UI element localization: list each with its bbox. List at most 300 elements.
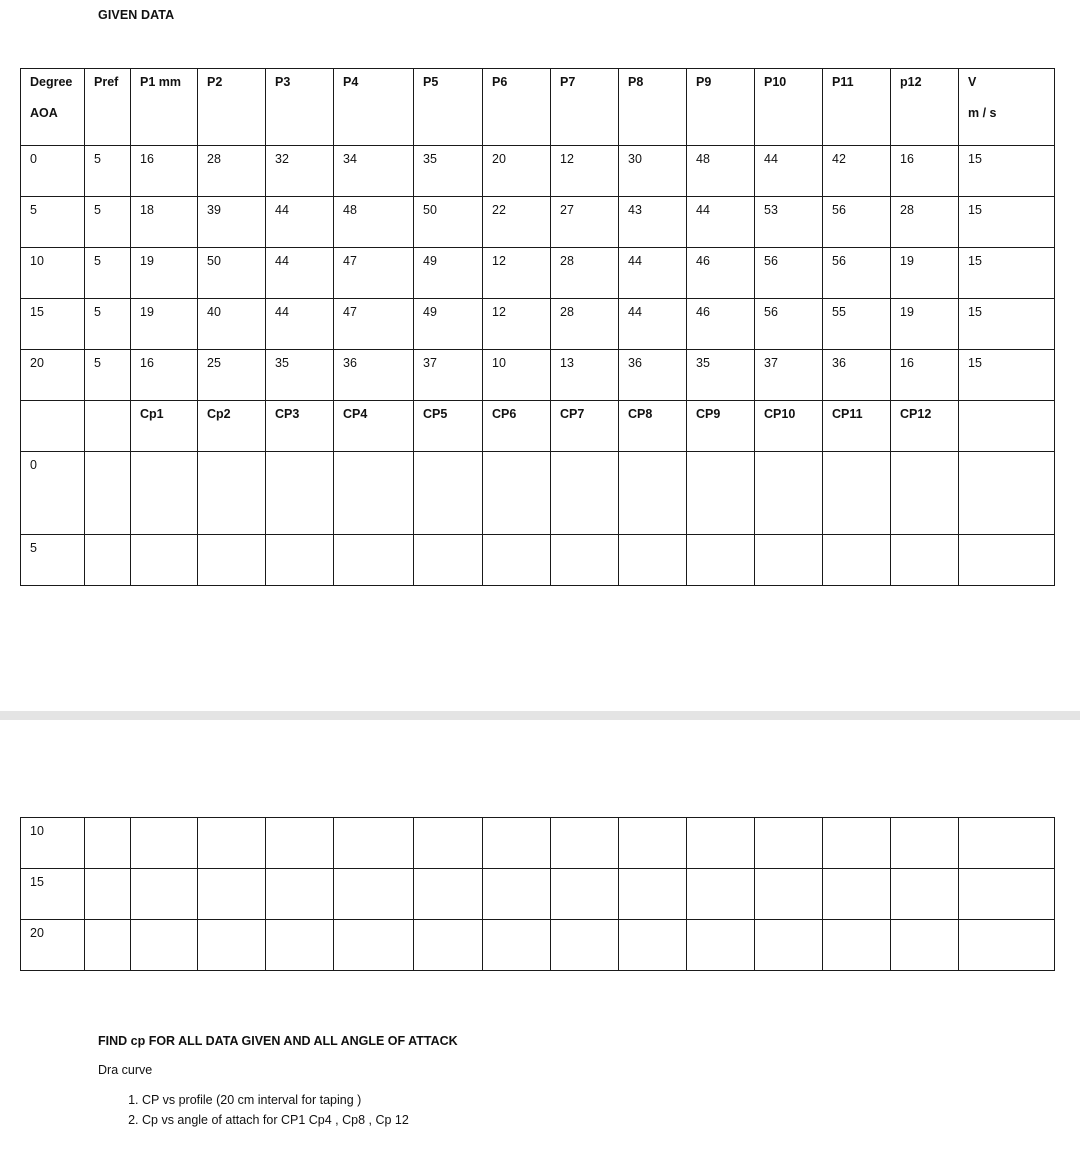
cp-column-header-text: CP12 xyxy=(900,407,932,421)
cp-empty-cell-text xyxy=(94,452,130,458)
cp-column-header-text: CP11 xyxy=(832,407,863,421)
table-cell-text: 55 xyxy=(832,305,846,319)
table-cell-text: 32 xyxy=(275,152,289,166)
cp-row-angle-text: 15 xyxy=(30,875,44,889)
table-cell xyxy=(687,350,755,401)
cp-empty-cell-text xyxy=(832,920,890,926)
cp-empty-cell-text xyxy=(275,920,333,926)
table-cell-text: 5 xyxy=(94,203,101,217)
cp-empty-cell-text xyxy=(343,818,413,824)
table-cell-text: 44 xyxy=(275,203,289,217)
cp-row xyxy=(21,452,1055,535)
cp-empty-cell xyxy=(619,535,687,586)
cp-empty-cell-text xyxy=(968,452,1054,458)
table-cell-text: 15 xyxy=(30,305,44,319)
cp-empty-cell-text xyxy=(764,535,822,541)
table-cell xyxy=(85,146,131,197)
column-header-text: P1 mm xyxy=(140,75,181,89)
table-cell xyxy=(891,248,959,299)
cp-row-angle xyxy=(21,818,85,869)
table-cell-text: 44 xyxy=(764,152,778,166)
table-cell xyxy=(483,248,551,299)
instructions-list xyxy=(98,1090,458,1130)
table-cell xyxy=(823,146,891,197)
table-cell-text: 35 xyxy=(423,152,437,166)
instructions-block xyxy=(98,1034,458,1130)
table-cell-text: 49 xyxy=(423,254,437,268)
table-cell-text: 49 xyxy=(423,305,437,319)
data-row xyxy=(21,299,1055,350)
cp-empty-cell-text xyxy=(423,818,482,824)
cp-column-header xyxy=(85,401,131,452)
column-header xyxy=(755,69,823,146)
cp-empty-cell xyxy=(551,920,619,971)
table-cell-text: 44 xyxy=(628,305,642,319)
cp-empty-cell-text xyxy=(900,452,958,458)
table-cell-text: 44 xyxy=(275,305,289,319)
column-header xyxy=(414,69,483,146)
column-header-text: P5 xyxy=(423,75,439,89)
table-cell xyxy=(483,350,551,401)
cp-empty-cell-text xyxy=(207,920,265,926)
cp-row-angle-text: 10 xyxy=(30,824,44,838)
cp-empty-cell xyxy=(85,535,131,586)
cp-empty-cell-text xyxy=(492,920,550,926)
cp-column-header-text xyxy=(94,401,130,407)
cp-empty-cell-text xyxy=(696,869,754,875)
table-cell-text: 13 xyxy=(560,356,574,370)
table-cell xyxy=(334,299,414,350)
table-cell xyxy=(959,146,1055,197)
cp-row-angle-text: 0 xyxy=(30,458,37,472)
column-subheader-aoa: AOA xyxy=(30,106,58,120)
cp-empty-cell xyxy=(131,452,198,535)
cp-empty-cell xyxy=(85,869,131,920)
column-header-text: P4 xyxy=(343,75,359,89)
cp-empty-cell-text xyxy=(628,818,686,824)
cp-empty-cell-text xyxy=(275,818,333,824)
cp-empty-cell xyxy=(198,452,266,535)
cp-empty-cell xyxy=(414,920,483,971)
cp-empty-cell xyxy=(891,452,959,535)
cp-empty-cell-text xyxy=(696,535,754,541)
table-cell-text: 12 xyxy=(492,305,506,319)
table-cell xyxy=(891,197,959,248)
cp-empty-cell xyxy=(483,869,551,920)
cp-empty-cell-text xyxy=(560,452,618,458)
column-header xyxy=(687,69,755,146)
cp-empty-cell-text xyxy=(900,535,958,541)
table-cell-text: 15 xyxy=(968,356,982,370)
cp-empty-cell xyxy=(334,535,414,586)
table-cell-text: 56 xyxy=(764,305,778,319)
cp-empty-cell-text xyxy=(900,920,958,926)
cp-empty-cell xyxy=(483,818,551,869)
cp-empty-cell-text xyxy=(560,869,618,875)
cp-empty-cell xyxy=(755,869,823,920)
cp-empty-cell-text xyxy=(94,869,130,875)
cp-empty-cell xyxy=(85,920,131,971)
table-cell xyxy=(551,299,619,350)
cp-empty-cell-text xyxy=(968,920,1054,926)
table-cell xyxy=(959,248,1055,299)
table-cell xyxy=(959,350,1055,401)
cp-empty-cell xyxy=(266,869,334,920)
column-header-text: P11 xyxy=(832,75,854,89)
table-cell-text: 28 xyxy=(207,152,221,166)
data-row xyxy=(21,350,1055,401)
table-cell-text: 46 xyxy=(696,254,710,268)
cp-empty-cell-text xyxy=(968,869,1054,875)
cp-column-header xyxy=(414,401,483,452)
table-cell-text: 19 xyxy=(140,254,154,268)
page-heading: GIVEN DATA xyxy=(98,8,175,22)
cp-column-header-text: CP9 xyxy=(696,407,721,421)
cp-empty-cell xyxy=(891,920,959,971)
cp-empty-cell-text xyxy=(140,920,197,926)
table-cell xyxy=(483,146,551,197)
column-header xyxy=(551,69,619,146)
table-cell xyxy=(266,350,334,401)
table-cell-text: 18 xyxy=(140,203,154,217)
cp-empty-cell-text xyxy=(140,452,197,458)
cp-empty-cell-text xyxy=(764,452,822,458)
column-header xyxy=(334,69,414,146)
table-cell-text: 15 xyxy=(968,203,982,217)
instructions-subtitle: Dra curve xyxy=(98,1063,153,1077)
cp-empty-cell-text xyxy=(832,818,890,824)
cp-empty-cell xyxy=(687,452,755,535)
cp-empty-cell xyxy=(823,818,891,869)
cp-empty-cell xyxy=(755,920,823,971)
cp-empty-cell-text xyxy=(560,818,618,824)
cp-empty-cell-text xyxy=(207,869,265,875)
table-cell xyxy=(619,350,687,401)
table-cell-text: 56 xyxy=(832,203,846,217)
cp-empty-cell xyxy=(687,818,755,869)
table-cell xyxy=(21,299,85,350)
cp-empty-cell-text xyxy=(423,869,482,875)
cp-empty-cell-text xyxy=(764,920,822,926)
cp-empty-cell xyxy=(755,535,823,586)
cp-empty-cell-text xyxy=(94,818,130,824)
table-cell xyxy=(198,146,266,197)
table-cell xyxy=(414,197,483,248)
cp-empty-cell-text xyxy=(94,535,130,541)
cp-empty-cell xyxy=(334,920,414,971)
cp-empty-cell-text xyxy=(275,452,333,458)
cp-empty-cell xyxy=(891,535,959,586)
cp-row-angle-text: 20 xyxy=(30,926,44,940)
table-cell-text: 44 xyxy=(275,254,289,268)
cp-row xyxy=(21,869,1055,920)
table-cell-text: 16 xyxy=(900,356,914,370)
cp-empty-cell-text xyxy=(560,535,618,541)
table-cell xyxy=(687,197,755,248)
table-cell xyxy=(483,299,551,350)
table-cell-text: 40 xyxy=(207,305,221,319)
cp-empty-cell-text xyxy=(343,452,413,458)
table-cell-text: 36 xyxy=(628,356,642,370)
cp-column-header xyxy=(551,401,619,452)
table-cell xyxy=(687,146,755,197)
data-row xyxy=(21,248,1055,299)
cp-empty-cell-text xyxy=(492,535,550,541)
cp-row xyxy=(21,535,1055,586)
table-cell-text: 44 xyxy=(696,203,710,217)
table-cell-text: 12 xyxy=(492,254,506,268)
cp-empty-cell xyxy=(266,920,334,971)
cp-empty-cell xyxy=(755,818,823,869)
column-header xyxy=(266,69,334,146)
cp-empty-cell xyxy=(131,535,198,586)
table-cell xyxy=(551,350,619,401)
table-header-row xyxy=(21,69,1055,146)
cp-empty-cell-text xyxy=(275,535,333,541)
column-header-text: P8 xyxy=(628,75,644,89)
cp-empty-cell xyxy=(131,818,198,869)
cp-empty-cell-text xyxy=(628,535,686,541)
cp-empty-cell xyxy=(619,818,687,869)
table-cell-text: 15 xyxy=(968,305,982,319)
cp-column-header-text: Cp2 xyxy=(207,407,231,421)
table-cell xyxy=(619,299,687,350)
data-row xyxy=(21,146,1055,197)
table-cell-text: 5 xyxy=(94,305,101,319)
table-cell xyxy=(619,197,687,248)
cp-empty-cell-text xyxy=(423,920,482,926)
table-cell-text: 35 xyxy=(696,356,710,370)
cp-empty-cell xyxy=(266,535,334,586)
table-cell xyxy=(755,146,823,197)
column-header-text: P10 xyxy=(764,75,787,89)
cp-empty-cell-text xyxy=(492,818,550,824)
table-cell xyxy=(755,299,823,350)
table-cell xyxy=(85,248,131,299)
column-header-text: Degree xyxy=(30,75,73,89)
table-cell-text: 35 xyxy=(275,356,289,370)
cp-empty-cell xyxy=(687,920,755,971)
cp-empty-cell xyxy=(551,818,619,869)
cp-empty-cell-text xyxy=(207,535,265,541)
cp-empty-cell-text xyxy=(423,452,482,458)
cp-empty-cell xyxy=(823,920,891,971)
table-cell-text: 50 xyxy=(207,254,221,268)
cp-empty-cell xyxy=(414,869,483,920)
cp-empty-cell-text xyxy=(628,920,686,926)
cp-empty-cell xyxy=(85,452,131,535)
table-cell xyxy=(823,197,891,248)
table-cell xyxy=(21,350,85,401)
cp-empty-cell xyxy=(483,452,551,535)
cp-empty-cell xyxy=(551,535,619,586)
table-cell-text: 27 xyxy=(560,203,574,217)
table-cell xyxy=(266,248,334,299)
cp-empty-cell xyxy=(198,818,266,869)
table-cell xyxy=(551,197,619,248)
table-cell-text: 37 xyxy=(764,356,778,370)
cp-empty-cell-text xyxy=(140,869,197,875)
cp-empty-cell xyxy=(85,818,131,869)
table-cell-text: 47 xyxy=(343,305,357,319)
cp-empty-cell-text xyxy=(900,869,958,875)
table-cell-text: 28 xyxy=(560,254,574,268)
table-cell-text: 44 xyxy=(628,254,642,268)
table-cell xyxy=(198,197,266,248)
table-cell-text: 34 xyxy=(343,152,357,166)
cp-empty-cell xyxy=(483,920,551,971)
cp-empty-cell xyxy=(823,535,891,586)
given-data-table xyxy=(20,68,1055,586)
table-cell xyxy=(131,350,198,401)
table-cell xyxy=(687,248,755,299)
table-cell xyxy=(891,146,959,197)
column-header xyxy=(198,69,266,146)
table-cell-text: 19 xyxy=(140,305,154,319)
cp-empty-cell-text xyxy=(968,535,1054,541)
cp-empty-cell-text xyxy=(696,452,754,458)
cp-row-angle xyxy=(21,535,85,586)
table-cell-text: 39 xyxy=(207,203,221,217)
cp-row-angle xyxy=(21,869,85,920)
table-cell-text: 43 xyxy=(628,203,642,217)
table-cell xyxy=(85,350,131,401)
table-cell-text: 30 xyxy=(628,152,642,166)
cp-column-header-text: Cp1 xyxy=(140,407,164,421)
cp-column-header xyxy=(198,401,266,452)
column-header-text: V xyxy=(968,75,977,89)
table-cell-text: 56 xyxy=(832,254,846,268)
table-cell-text: 53 xyxy=(764,203,778,217)
cp-column-header-text xyxy=(968,401,1054,407)
column-header-text: P9 xyxy=(696,75,712,89)
table-cell xyxy=(619,248,687,299)
table-cell xyxy=(414,248,483,299)
table-cell xyxy=(131,248,198,299)
cp-empty-cell xyxy=(959,452,1055,535)
page-break-divider xyxy=(0,711,1080,720)
table-cell-text: 5 xyxy=(94,356,101,370)
table-cell-text: 22 xyxy=(492,203,506,217)
cp-empty-cell xyxy=(131,920,198,971)
cp-column-header xyxy=(334,401,414,452)
table-cell xyxy=(755,197,823,248)
table-cell xyxy=(823,299,891,350)
table-cell xyxy=(891,350,959,401)
table-cell-text: 46 xyxy=(696,305,710,319)
table-cell xyxy=(551,146,619,197)
cp-row-angle xyxy=(21,452,85,535)
cp-empty-cell xyxy=(266,452,334,535)
table-cell xyxy=(85,197,131,248)
column-header xyxy=(823,69,891,146)
cp-empty-cell xyxy=(198,869,266,920)
table-cell-text: 5 xyxy=(30,203,37,217)
table-cell-text: 37 xyxy=(423,356,437,370)
table-cell xyxy=(21,248,85,299)
column-subheader-units: m / s xyxy=(968,106,997,120)
table-cell xyxy=(131,146,198,197)
table-cell xyxy=(823,350,891,401)
table-cell-text: 36 xyxy=(832,356,846,370)
cp-column-header-text: CP3 xyxy=(275,407,300,421)
table-cell xyxy=(21,197,85,248)
table-cell xyxy=(131,299,198,350)
cp-empty-cell-text xyxy=(764,869,822,875)
cp-empty-cell-text xyxy=(832,452,890,458)
cp-column-header-text: CP5 xyxy=(423,407,448,421)
cp-column-header xyxy=(959,401,1055,452)
cp-empty-cell-text xyxy=(343,920,413,926)
table-cell xyxy=(891,299,959,350)
table-cell xyxy=(551,248,619,299)
cp-column-header xyxy=(687,401,755,452)
cp-empty-cell xyxy=(334,818,414,869)
cp-empty-cell xyxy=(414,452,483,535)
cp-empty-cell xyxy=(198,535,266,586)
cp-empty-cell xyxy=(959,920,1055,971)
column-header-text: P6 xyxy=(492,75,508,89)
table-cell-text: 16 xyxy=(140,152,154,166)
table-cell-text: 20 xyxy=(492,152,506,166)
table-cell xyxy=(414,350,483,401)
cp-empty-cell xyxy=(266,818,334,869)
cp-empty-cell xyxy=(131,869,198,920)
cp-column-header xyxy=(21,401,85,452)
table-cell xyxy=(198,350,266,401)
cp-empty-cell-text xyxy=(423,535,482,541)
table-cell-text: 48 xyxy=(343,203,357,217)
table-cell-text: 42 xyxy=(832,152,846,166)
table-cell-text: 5 xyxy=(94,254,101,268)
column-header xyxy=(959,69,1055,146)
cp-empty-cell xyxy=(891,869,959,920)
cp-empty-cell xyxy=(483,535,551,586)
cp-header-row xyxy=(21,401,1055,452)
table-cell xyxy=(198,248,266,299)
table-cell-text: 47 xyxy=(343,254,357,268)
cp-column-header xyxy=(619,401,687,452)
cp-empty-cell-text xyxy=(696,920,754,926)
cp-empty-cell-text xyxy=(343,869,413,875)
table-cell xyxy=(198,299,266,350)
table-cell xyxy=(823,248,891,299)
cp-empty-cell-text xyxy=(94,920,130,926)
cp-empty-cell xyxy=(198,920,266,971)
cp-column-header-text: CP6 xyxy=(492,407,517,421)
cp-empty-cell xyxy=(755,452,823,535)
cp-column-header xyxy=(891,401,959,452)
table-cell-text: 28 xyxy=(900,203,914,217)
column-header-text: P3 xyxy=(275,75,291,89)
cp-empty-cell xyxy=(551,869,619,920)
table-cell-text: 20 xyxy=(30,356,44,370)
column-header xyxy=(619,69,687,146)
cp-empty-cell-text xyxy=(968,818,1054,824)
table-cell-text: 28 xyxy=(560,305,574,319)
table-cell-text: 0 xyxy=(30,152,37,166)
column-header-text: P7 xyxy=(560,75,576,89)
cp-empty-cell xyxy=(959,869,1055,920)
instruction-item: 2. Cp vs angle of attach for CP1 Cp4 , Cp8 , Cp 12 xyxy=(142,1110,458,1130)
cp-empty-cell xyxy=(687,535,755,586)
cp-empty-cell xyxy=(619,920,687,971)
table-cell xyxy=(266,197,334,248)
table-cell xyxy=(414,146,483,197)
column-header xyxy=(483,69,551,146)
table-cell-text: 48 xyxy=(696,152,710,166)
table-cell-text: 25 xyxy=(207,356,221,370)
